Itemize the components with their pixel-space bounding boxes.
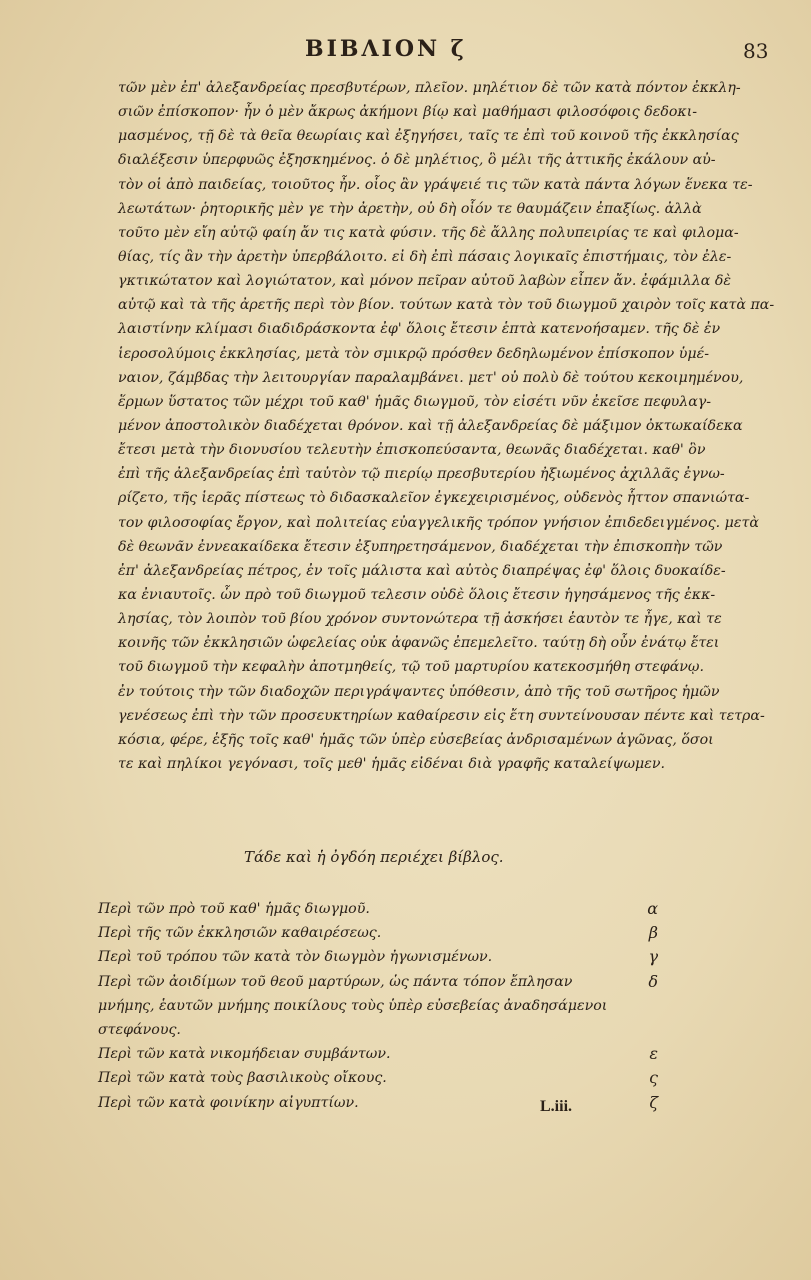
chapter-number: ε bbox=[649, 1044, 658, 1064]
chapter-number: δ bbox=[648, 971, 658, 991]
text-line: γκτικώτατον καὶ λογιώτατον, καὶ μόνον πεῖραν αὐτοῦ λαβὼν εἶπεν ἄν. ἐφάμιλλα δὲ bbox=[118, 273, 731, 290]
chapter-title: Περὶ τῶν κατὰ τοὺς βασιλικοὺς οἴκους. bbox=[98, 1070, 387, 1087]
text-line: τῶν μὲν ἐπ' ἀλεξανδρείας πρεσβυτέρων, πλεῖον. μηλέτιον δὲ τῶν κατὰ πόντον ἐκκλη- bbox=[118, 80, 741, 96]
chapter-list-heading: Τάδε καὶ ἡ ὀγδόη περιέχει βίβλος. bbox=[244, 848, 504, 866]
chapter-title: Περὶ τῶν ἀοιδίμων τοῦ θεοῦ μαρτύρων, ὡς πάντα τόπον ἔπλησαν μνήμης, ἑαυτῶν μνήμης ποικίλους τοὺς ὑπὲρ εὐσεβείας ἀναδησάμενοι στεφάνους. bbox=[98, 973, 608, 1039]
text-line: γενέσεως ἐπὶ τὴν τῶν προσευκτηρίων καθαίρεσιν εἰς ἔτη συντείνουσαν πέντε καὶ τετρα- bbox=[118, 707, 765, 724]
chapter-number: α bbox=[647, 899, 658, 918]
text-line: αὐτῷ καὶ τὰ τῆς ἀρετῆς περὶ τὸν βίον. τούτων κατὰ τὸν τοῦ διωγμοῦ χαιρὸν τοῖς κατὰ πα- bbox=[118, 297, 775, 314]
text-line: σιῶν ἐπίσκοπον· ἦν ὁ μὲν ἄκρως ἀκήμονι βίῳ καὶ μαθήμασι φιλοσόφοις δεδοκι- bbox=[118, 104, 698, 121]
text-line: διαλέξεσιν ὑπερφυῶς ἐξησκημένος. ὁ δὲ μηλέτιος, ὃ μέλι τῆς ἀττικῆς ἐκάλουν αὐ- bbox=[118, 152, 716, 169]
text-line: ἐπ' ἀλεξανδρείας πέτρος, ἐν τοῖς μάλιστα καὶ αὐτὸς διαπρέψας ἐφ' ὅλοις δυοκαίδε- bbox=[118, 562, 726, 579]
chapter-number: ζ bbox=[649, 1092, 658, 1112]
text-line: ἱεροσολύμοις ἐκκλησίας, μετὰ τὸν σμικρῷ πρόσθεν δεδηλωμένον ἐπίσκοπον ὑμέ- bbox=[118, 345, 710, 362]
chapter-number: β bbox=[648, 923, 658, 943]
text-line: τον φιλοσοφίας ἔργον, καὶ πολιτείας εὐαγγελικῆς τρόπον γνήσιον ἐπιδεδειγμένος. μετὰ bbox=[118, 514, 759, 531]
text-line: θίας, τίς ἂν τὴν ἀρετὴν ὑπερβάλοιτο. εἰ δὴ ἐπὶ πάσαις λογικαῖς ἐπιστήμαις, τὸν ἐλε- bbox=[118, 248, 732, 265]
text-line: τε καὶ πηλίκοι γεγόνασι, τοῖς μεθ' ἡμᾶς εἰδέναι διὰ γραφῆς καταλείψωμεν. bbox=[118, 755, 666, 772]
text-line: ἐπὶ τῆς ἀλεξανδρείας ἐπὶ ταὐτὸν τῷ πιερίῳ πρεσβυτερίου ἠξιωμένος ἀχιλλᾶς ἐγνω- bbox=[118, 466, 725, 483]
chapter-title: Περὶ τῶν κατὰ νικομήδειαν συμβάντων. bbox=[98, 1046, 391, 1063]
chapter-list bbox=[98, 897, 658, 1115]
text-line: κόσια, φέρε, ἑξῆς τοῖς καθ' ἡμᾶς τῶν ὑπὲρ εὐσεβείας ἀνδρισαμένων ἀγῶνας, ὅσοι bbox=[118, 731, 714, 748]
chapter-entry bbox=[98, 1042, 658, 1066]
text-line: μασμένος, τῇ δὲ τὰ θεῖα θεωρίαις καὶ ἐξηγήσει, ταῖς τε ἐπὶ τοῦ κοινοῦ τῆς ἐκκλησίας bbox=[118, 128, 739, 145]
text-line: λαιστίνην κλίμασι διαδιδράσκοντα ἐφ' ὅλοις ἔτεσιν ἑπτὰ κατενοήσαμεν. τῆς δὲ ἐν bbox=[118, 321, 721, 338]
page-number: 83 bbox=[743, 39, 769, 63]
chapter-entry bbox=[98, 1066, 658, 1090]
chapter-number: γ bbox=[648, 947, 658, 967]
main-text-block bbox=[118, 76, 775, 776]
chapter-entry bbox=[98, 921, 658, 945]
text-line: ἐν τούτοις τὴν τῶν διαδοχῶν περιγράψαντες ὑπόθεσιν, ἀπὸ τῆς τοῦ σωτῆρος ἡμῶν bbox=[118, 683, 720, 700]
chapter-title: Περὶ τῶν πρὸ τοῦ καθ' ἡμᾶς διωγμοῦ. bbox=[98, 901, 370, 917]
text-line: ἔτεσι μετὰ τὴν διονυσίου τελευτὴν ἐπισκοπεύσαντα, θεωνᾶς διαδέχεται. καθ' ὃν bbox=[118, 442, 706, 459]
chapter-entry bbox=[98, 970, 658, 1043]
text-line: κα ἐνιαυτοῖς. ὧν πρὸ τοῦ διωγμοῦ τελεσιν οὐδὲ ὅλοις ἔτεσιν ἡγησάμενος τῆς ἐκκ- bbox=[118, 586, 716, 603]
chapter-number: ς bbox=[649, 1068, 658, 1088]
chapter-entry bbox=[98, 1091, 658, 1115]
chapter-title: Περὶ τῆς τῶν ἐκκλησιῶν καθαιρέσεως. bbox=[98, 925, 382, 942]
text-line: τοῦ διωγμοῦ τὴν κεφαλὴν ἀποτμηθείς, τῷ τοῦ μαρτυρίου κατεκοσμήθη στεφάνῳ. bbox=[118, 659, 704, 676]
page-header bbox=[0, 36, 811, 70]
text-line: κοινῆς τῶν ἐκκλησιῶν ὠφελείας οὐκ ἀφανῶς ἐπεμελεῖτο. ταύτῃ δὴ οὖν ἐνάτῳ ἔτει bbox=[118, 635, 720, 652]
running-head: ΒΙΒΛΙΟΝ ζ bbox=[305, 36, 467, 62]
chapter-entry bbox=[98, 945, 658, 969]
text-line: δὲ θεωνᾶν ἐννεακαίδεκα ἔτεσιν ἐξυπηρετησάμενον, διαδέχεται τὴν ἐπισκοπὴν τῶν bbox=[118, 538, 723, 555]
chapter-title: Περὶ τῶν κατὰ φοινίκην αἰγυπτίων. bbox=[98, 1094, 359, 1111]
text-line: τοῦτο μὲν εἴη αὐτῷ φαίη ἄν τις κατὰ φύσιν. τῆς δὲ ἄλλης πολυπειρίας τε καὶ φιλομα- bbox=[118, 224, 739, 241]
text-line: τὸν οἱ ἀπὸ παιδείας, τοιοῦτος ἦν. οἷος ἂν γράψειέ τις τῶν κατὰ πάντα λόγων ἕνεκα τε- bbox=[118, 176, 753, 193]
signature-mark: L.iii. bbox=[540, 1098, 573, 1115]
text-line: λεωτάτων· ῥητορικῆς μὲν γε τὴν ἀρετὴν, οὐ δὴ οἷόν τε θαυμάζειν ἐπαξίως. ἀλλὰ bbox=[118, 200, 702, 217]
text-line: ρίζετο, τῆς ἱερᾶς πίστεως τὸ διδασκαλεῖον ἐγκεχειρισμένος, οὐδενὸς ἧττον σπανιώτα- bbox=[118, 490, 750, 507]
chapter-title: Περὶ τοῦ τρόπου τῶν κατὰ τὸν διωγμὸν ἠγωνισμένων. bbox=[98, 949, 493, 966]
text-line: ἕρμων ὕστατος τῶν μέχρι τοῦ καθ' ἡμᾶς διωγμοῦ, τὸν εἰσέτι νῦν ἐκεῖσε πεφυλαγ- bbox=[118, 393, 712, 410]
text-line: λησίας, τὸν λοιπὸν τοῦ βίου χρόνον συντονώτερα τῇ ἀσκήσει ἑαυτὸν τε ἦγε, καὶ τε bbox=[118, 611, 722, 628]
text-line: μένον ἀποστολικὸν διαδέχεται θρόνον. καὶ τῇ ἀλεξανδρείας δὲ μάξιμον ὀκτωκαίδεκα bbox=[118, 417, 743, 434]
text-line: ναιον, ζάμβδας τὴν λειτουργίαν παραλαμβάνει. μετ' οὐ πολὺ δὲ τούτου κεκοιμημένου, bbox=[118, 369, 744, 386]
chapter-entry bbox=[98, 897, 658, 921]
